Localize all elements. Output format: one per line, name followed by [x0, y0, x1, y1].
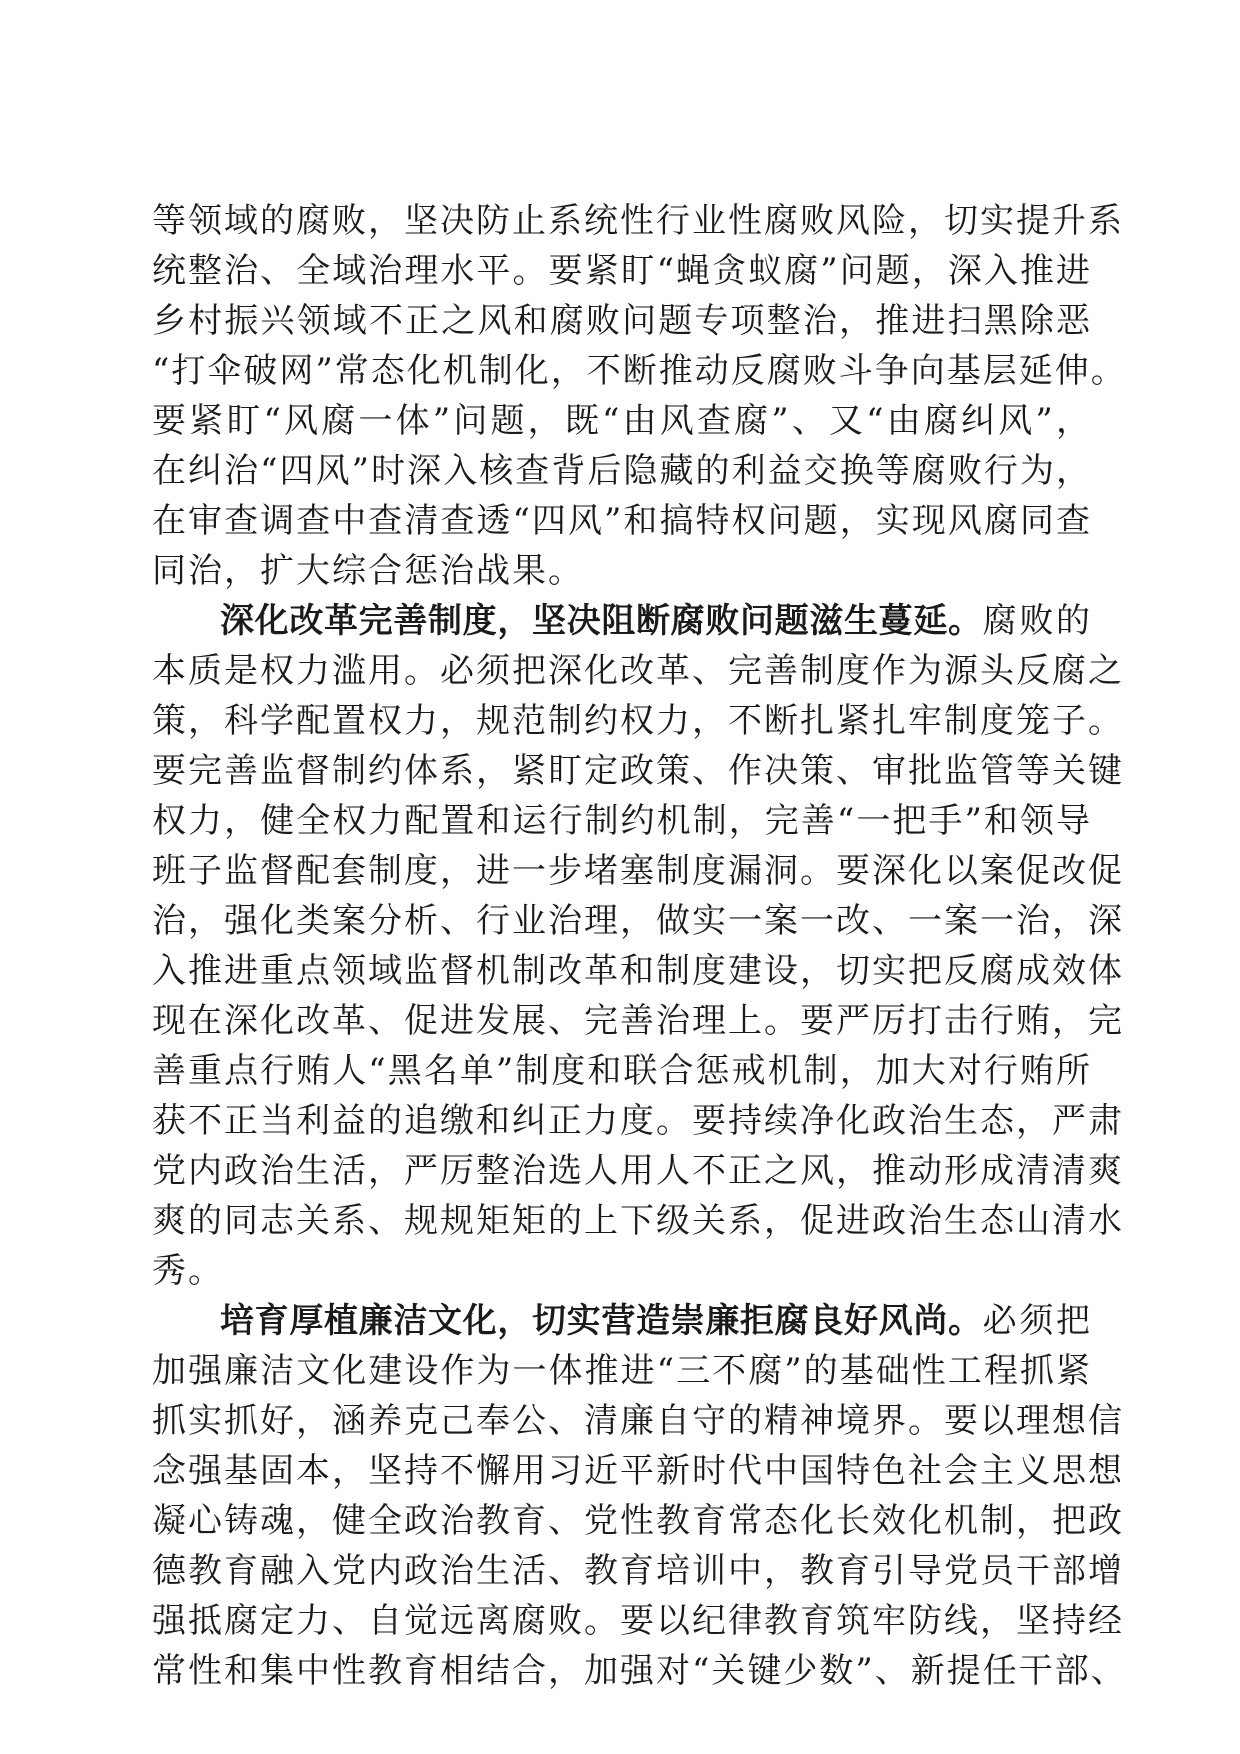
- text-line: 强抵腐定力、自觉远离腐败。要以纪律教育筑牢防线，坚持经: [152, 1601, 1124, 1641]
- text-line: 爽的同志关系、规规矩矩的上下级关系，促进政治生态山清水: [152, 1201, 1124, 1241]
- paragraph-first-line: [152, 596, 1092, 646]
- document-page: [152, 196, 1127, 1696]
- text-line: 权力，健全权力配置和运行制约机制，完善“一把手”和领导: [152, 801, 1092, 841]
- text-line: 治，强化类案分析、行业治理，做实一案一改、一案一治，深: [152, 901, 1124, 941]
- paragraph-heading: 培育厚植廉洁文化，切实营造崇廉拒腐良好风尚。: [220, 1301, 983, 1341]
- text-line: 获不正当利益的追缴和纠正力度。要持续净化政治生态，严肃: [152, 1101, 1124, 1141]
- text-line: 统整治、全域治理水平。要紧盯“蝇贪蚁腐”问题，深入推进: [152, 251, 1092, 291]
- text-line: 班子监督配套制度，进一步堵塞制度漏洞。要深化以案促改促: [152, 851, 1124, 891]
- text-line: 要紧盯“风腐一体”问题，既“由风查腐”、又“由腐纠风”，: [152, 401, 1092, 441]
- text-line: 抓实抓好，涵养克己奉公、清廉自守的精神境界。要以理想信: [152, 1401, 1124, 1441]
- paragraph-first-line: [152, 1296, 1092, 1346]
- paragraph-1: [152, 196, 1127, 596]
- paragraph-lead-text: 必须把: [982, 1301, 1093, 1341]
- paragraph-3: [152, 1296, 1127, 1696]
- text-line: 党内政治生活，严厉整治选人用人不正之风，推动形成清清爽: [152, 1151, 1124, 1191]
- text-line: 秀。: [152, 1251, 224, 1291]
- text-line: 加强廉洁文化建设作为一体推进“三不腐”的基础性工程抓紧: [152, 1351, 1092, 1391]
- text-line: 入推进重点领域监督机制改革和制度建设，切实把反腐成效体: [152, 951, 1124, 991]
- text-line: 念强基固本，坚持不懈用习近平新时代中国特色社会主义思想: [152, 1451, 1124, 1491]
- text-line: 要完善监督制约体系，紧盯定政策、作决策、审批监管等关键: [152, 751, 1124, 791]
- paragraph-lead-text: 腐败的: [982, 601, 1093, 641]
- paragraph-2: [152, 596, 1124, 1296]
- text-line: 策，科学配置权力，规范制约权力，不断扎紧扎牢制度笼子。: [152, 701, 1124, 741]
- text-line: 乡村振兴领域不正之风和腐败问题专项整治，推进扫黑除恶: [152, 301, 1092, 341]
- text-line: “打伞破网”常态化机制化，不断推动反腐败斗争向基层延伸。: [152, 351, 1127, 391]
- text-line: 现在深化改革、促进发展、完善治理上。要严厉打击行贿，完: [152, 1001, 1124, 1041]
- text-line: 本质是权力滥用。必须把深化改革、完善制度作为源头反腐之: [152, 651, 1124, 691]
- paragraph-heading: 深化改革完善制度，坚决阻断腐败问题滋生蔓延。: [220, 601, 983, 641]
- text-line: 善重点行贿人“黑名单”制度和联合惩戒机制，加大对行贿所: [152, 1051, 1092, 1091]
- text-line: 常性和集中性教育相结合，加强对“关键少数”、新提任干部、: [152, 1651, 1127, 1691]
- text-line: 德教育融入党内政治生活、教育培训中，教育引导党员干部增: [152, 1551, 1124, 1591]
- text-line: 在审查调查中查清查透“四风”和搞特权问题，实现风腐同查: [152, 501, 1092, 541]
- text-line: 在纠治“四风”时深入核查背后隐藏的利益交换等腐败行为，: [152, 451, 1092, 491]
- text-line: 同治，扩大综合惩治战果。: [152, 551, 584, 591]
- text-line: 凝心铸魂，健全政治教育、党性教育常态化长效化机制，把政: [152, 1501, 1124, 1541]
- text-line: 等领域的腐败，坚决防止系统性行业性腐败风险，切实提升系: [152, 201, 1124, 241]
